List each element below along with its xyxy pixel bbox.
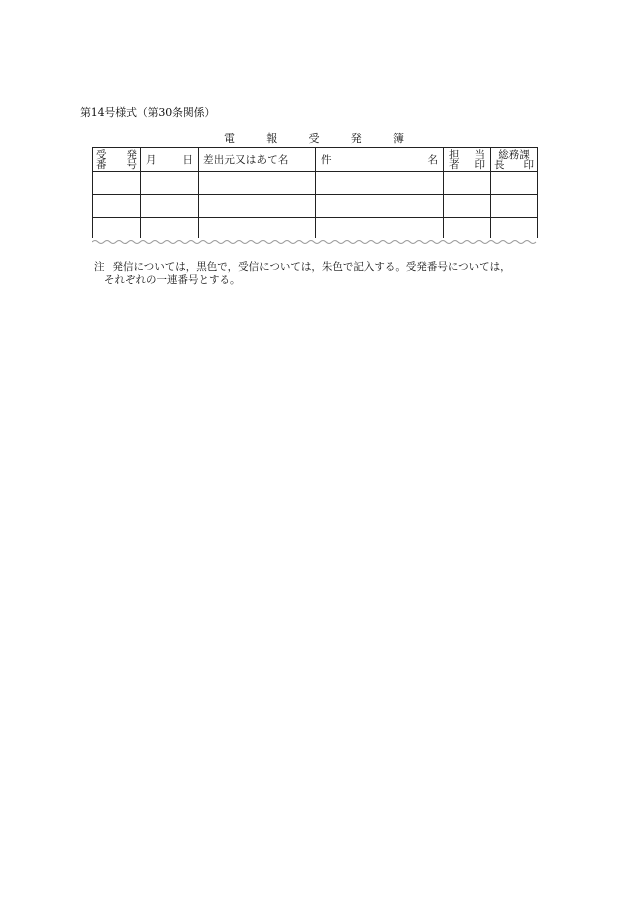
table-cell	[444, 195, 491, 218]
table-cell	[141, 195, 199, 218]
header-text: 印	[523, 158, 534, 171]
note-mark: 注	[94, 261, 105, 273]
table-row	[93, 195, 538, 218]
table-cell	[491, 172, 538, 195]
header-text: 日	[182, 154, 193, 166]
title-char: 受	[308, 132, 320, 145]
table-cell	[316, 172, 444, 195]
form-title	[224, 130, 404, 146]
table-cell	[444, 218, 491, 239]
title-char: 簿	[393, 132, 404, 145]
note-line-1: 発信については，黒色で，受信については，朱色で記入する。受発番号については，	[112, 261, 511, 273]
table-cell	[491, 218, 538, 239]
table-cell	[491, 195, 538, 218]
table-cell	[199, 218, 316, 239]
note	[94, 261, 564, 287]
table-break-wave	[92, 238, 539, 246]
header-text: 件	[321, 154, 332, 166]
header-row	[93, 148, 538, 172]
telegram-register-table	[92, 147, 538, 238]
header-subject	[316, 148, 444, 172]
header-text: 番	[96, 158, 107, 171]
title-char: 電	[224, 132, 235, 145]
header-text: 担	[449, 148, 460, 161]
header-text: 受	[96, 148, 107, 161]
title-char: 発	[350, 132, 362, 145]
header-text: 長	[494, 158, 505, 171]
table-cell	[199, 195, 316, 218]
table-cell	[444, 172, 491, 195]
header-receipt-number	[93, 148, 141, 172]
table-cell	[199, 172, 316, 195]
table-cell	[93, 195, 141, 218]
header-text: 月	[146, 154, 157, 166]
header-person-in-charge	[444, 148, 491, 172]
table-row	[93, 172, 538, 195]
table-cell	[93, 172, 141, 195]
header-month-day	[141, 148, 199, 172]
header-text: 名	[427, 154, 438, 166]
note-line-2: それぞれの一連番号とする。	[104, 274, 241, 286]
table-cell	[141, 172, 199, 195]
header-text: 発	[126, 148, 137, 161]
table-row	[93, 218, 538, 239]
title-char: 報	[266, 132, 278, 145]
table-cell	[141, 218, 199, 239]
header-text: 印	[474, 158, 485, 171]
form-number: 第14号様式（第30条関係）	[80, 106, 216, 119]
header-text: 総務課	[498, 148, 530, 161]
header-text: 当	[474, 148, 485, 161]
header-sender-recipient: 差出元又はあて名	[199, 148, 316, 172]
table-cell	[316, 195, 444, 218]
table-cell	[93, 218, 141, 239]
table-cell	[316, 218, 444, 239]
header-general-affairs-chief	[491, 148, 538, 172]
header-text: 者	[449, 158, 460, 171]
header-text: 号	[126, 158, 137, 171]
